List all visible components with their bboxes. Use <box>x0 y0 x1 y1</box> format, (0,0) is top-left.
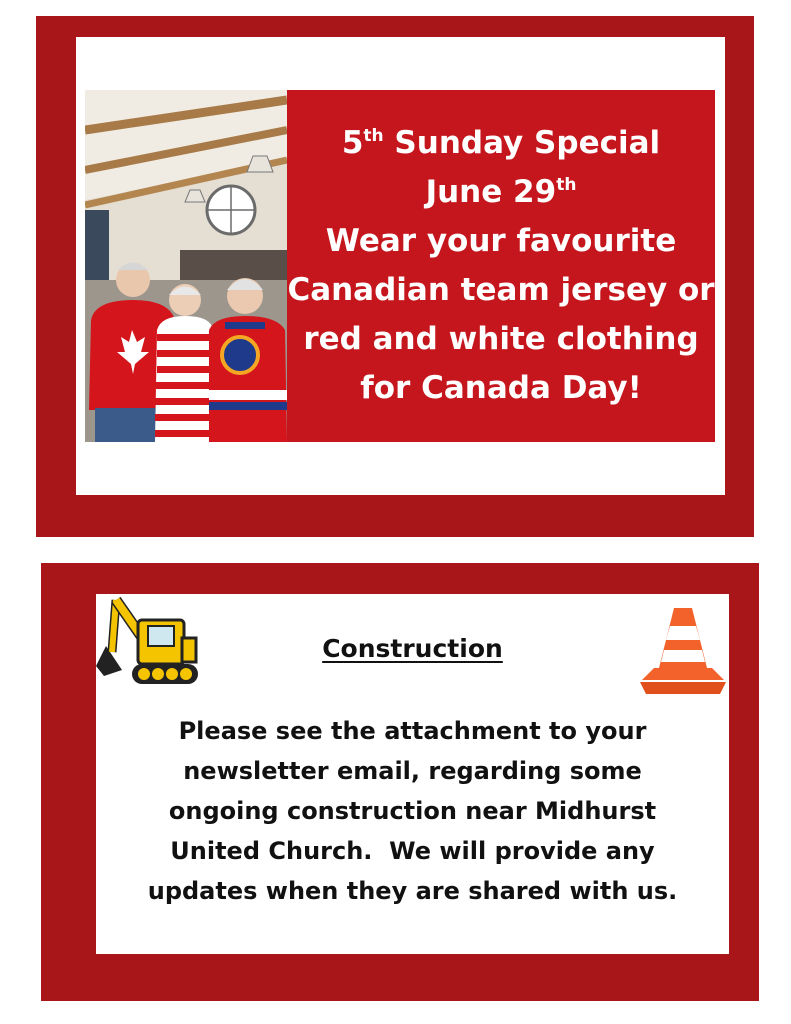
construction-title: Construction <box>322 634 503 663</box>
canada-day-card <box>76 37 725 495</box>
announcement-line-6: for Canada Day! <box>360 370 642 406</box>
headline-line <box>287 119 715 168</box>
canada-day-card-frame <box>36 16 754 537</box>
date-ordinal: th <box>556 175 577 195</box>
headline-text: Sunday Special <box>383 125 661 161</box>
seniors-photo-illustration <box>85 90 287 442</box>
seniors-photo <box>85 90 287 442</box>
construction-line-5: updates when they are shared with us. <box>147 877 678 905</box>
date-text: June 29 <box>425 174 557 210</box>
date-line <box>287 168 715 217</box>
construction-message <box>116 711 709 911</box>
traffic-cone-icon <box>638 604 728 694</box>
announcement-line-5: red and white clothing <box>303 321 699 357</box>
headline-ordinal: th <box>363 126 384 146</box>
headline-number: 5 <box>341 125 364 161</box>
construction-card-frame <box>41 563 759 1001</box>
construction-line-2: newsletter email, regarding some <box>183 757 642 785</box>
canada-day-announcement <box>287 90 715 442</box>
construction-line-1: Please see the attachment to your <box>178 717 647 745</box>
construction-card <box>96 594 729 954</box>
construction-line-4: United Church. We will provide any <box>170 837 655 865</box>
announcement-line-3: Wear your favourite <box>325 223 677 259</box>
construction-line-3: ongoing construction near Midhurst <box>168 797 657 825</box>
announcement-line-4: Canadian team jersey or <box>287 272 715 308</box>
